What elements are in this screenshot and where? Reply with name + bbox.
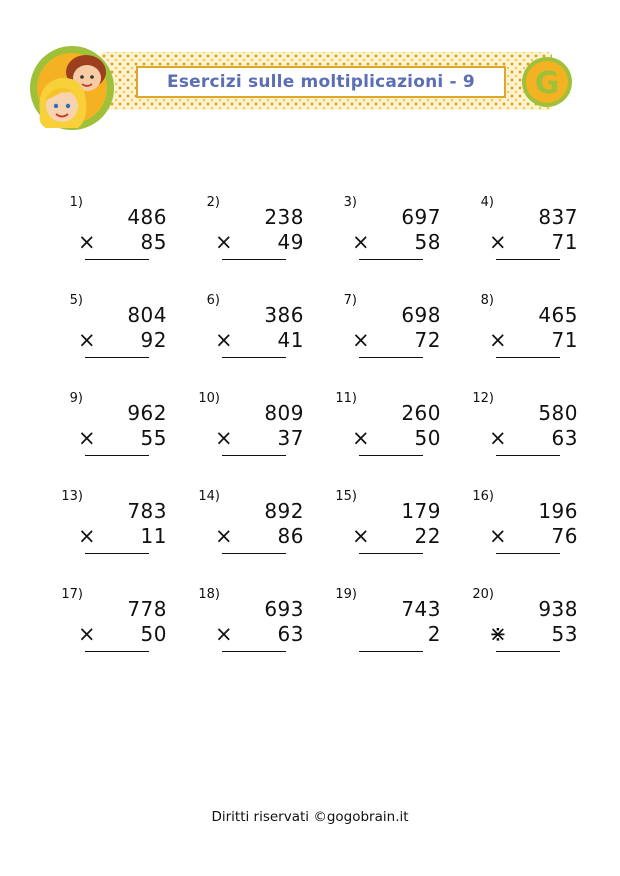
multiplicand: 486 [127,205,167,229]
multiplier: 50 [414,426,441,450]
title-box [136,66,506,98]
multiplier: 11 [140,524,167,548]
multiplier: 72 [414,328,441,352]
result-line [85,357,149,358]
result-line [222,259,286,260]
result-line [222,553,286,554]
multiplicand: 962 [127,401,167,425]
problem-number: 2) [206,195,220,210]
result-line [359,553,423,554]
multiplier: 50 [140,622,167,646]
result-line [222,455,286,456]
problem-2 [198,195,308,275]
problem-11 [335,391,445,471]
problem-number: 11) [335,391,357,406]
multiplier: 71 [551,328,578,352]
multiply-sign: × [489,524,507,548]
problem-number: 3) [343,195,357,210]
problem-number: 8) [480,293,494,308]
problem-13 [61,489,171,569]
multiplier: 53 [551,622,578,646]
multiplier: 37 [277,426,304,450]
result-line [496,553,560,554]
multiplicand: 196 [538,499,578,523]
multiplier: 76 [551,524,578,548]
problem-17 [61,587,171,667]
multiply-sign: × [78,524,96,548]
multiplier: 71 [551,230,578,254]
multiply-sign: × [352,524,370,548]
multiplicand: 938 [538,597,578,621]
result-line [359,357,423,358]
multiplicand: 778 [127,597,167,621]
result-line [85,651,149,652]
multiplier: 63 [551,426,578,450]
problem-3 [335,195,445,275]
result-line [496,651,560,652]
problem-number: 16) [472,489,494,504]
multiply-sign: × [489,328,507,352]
multiply-sign: ⋇ [489,622,507,646]
problem-number: 17) [61,587,83,602]
multiplier: 2 [427,622,441,646]
page-title: Esercizi sulle moltiplicazioni - 9 [167,72,475,92]
multiply-sign: × [489,426,507,450]
result-line [359,259,423,260]
multiply-sign: × [215,328,233,352]
multiplicand: 837 [538,205,578,229]
problem-number: 13) [61,489,83,504]
problem-number: 1) [69,195,83,210]
multiply-sign: × [215,524,233,548]
problem-20 [472,587,582,667]
g-logo-icon [521,56,573,108]
problem-5 [61,293,171,373]
multiplicand: 465 [538,303,578,327]
multiplicand: 179 [401,499,441,523]
multiplier: 49 [277,230,304,254]
problem-19 [335,587,445,667]
result-line [222,357,286,358]
multiplier: 63 [277,622,304,646]
problem-15 [335,489,445,569]
multiplier: 41 [277,328,304,352]
multiplicand: 260 [401,401,441,425]
multiplicand: 892 [264,499,304,523]
problem-16 [472,489,582,569]
problem-number: 10) [198,391,220,406]
problem-1 [61,195,171,275]
multiply-sign: × [215,622,233,646]
multiply-sign: × [78,230,96,254]
problem-number: 15) [335,489,357,504]
multiplier: 86 [277,524,304,548]
multiply-sign: × [78,328,96,352]
problem-4 [472,195,582,275]
multiply-sign: × [215,230,233,254]
problem-14 [198,489,308,569]
multiplier: 85 [140,230,167,254]
multiplicand: 743 [401,597,441,621]
result-line [359,651,423,652]
multiplier: 22 [414,524,441,548]
multiply-sign: × [352,230,370,254]
multiply-sign: × [352,426,370,450]
problem-number: 12) [472,391,494,406]
result-line [496,357,560,358]
result-line [496,259,560,260]
multiplier: 92 [140,328,167,352]
multiplier: 55 [140,426,167,450]
result-line [85,455,149,456]
problem-8 [472,293,582,373]
problem-7 [335,293,445,373]
result-line [359,455,423,456]
result-line [222,651,286,652]
problem-number: 19) [335,587,357,602]
multiplicand: 580 [538,401,578,425]
problem-number: 5) [69,293,83,308]
problem-12 [472,391,582,471]
problem-number: 7) [343,293,357,308]
multiply-sign: × [215,426,233,450]
multiplicand: 698 [401,303,441,327]
problem-number: 4) [480,195,494,210]
problem-number: 20) [472,587,494,602]
multiplier: 58 [414,230,441,254]
kids-logo-icon [26,44,118,132]
multiplicand: 386 [264,303,304,327]
multiplicand: 804 [127,303,167,327]
multiplicand: 783 [127,499,167,523]
problem-18 [198,587,308,667]
multiplicand: 693 [264,597,304,621]
multiplicand: 809 [264,401,304,425]
multiply-sign: × [78,622,96,646]
result-line [85,259,149,260]
footer-copyright: Diritti riservati ©gogobrain.it [211,809,409,825]
problem-number: 14) [198,489,220,504]
multiplicand: 697 [401,205,441,229]
problem-6 [198,293,308,373]
result-line [85,553,149,554]
multiplicand: 238 [264,205,304,229]
result-line [496,455,560,456]
problem-number: 9) [69,391,83,406]
problem-9 [61,391,171,471]
multiply-sign: × [352,328,370,352]
problem-number: 6) [206,293,220,308]
g-logo-letter: G [534,66,560,101]
multiply-sign: × [489,230,507,254]
multiply-sign: × [78,426,96,450]
problem-10 [198,391,308,471]
problem-number: 18) [198,587,220,602]
